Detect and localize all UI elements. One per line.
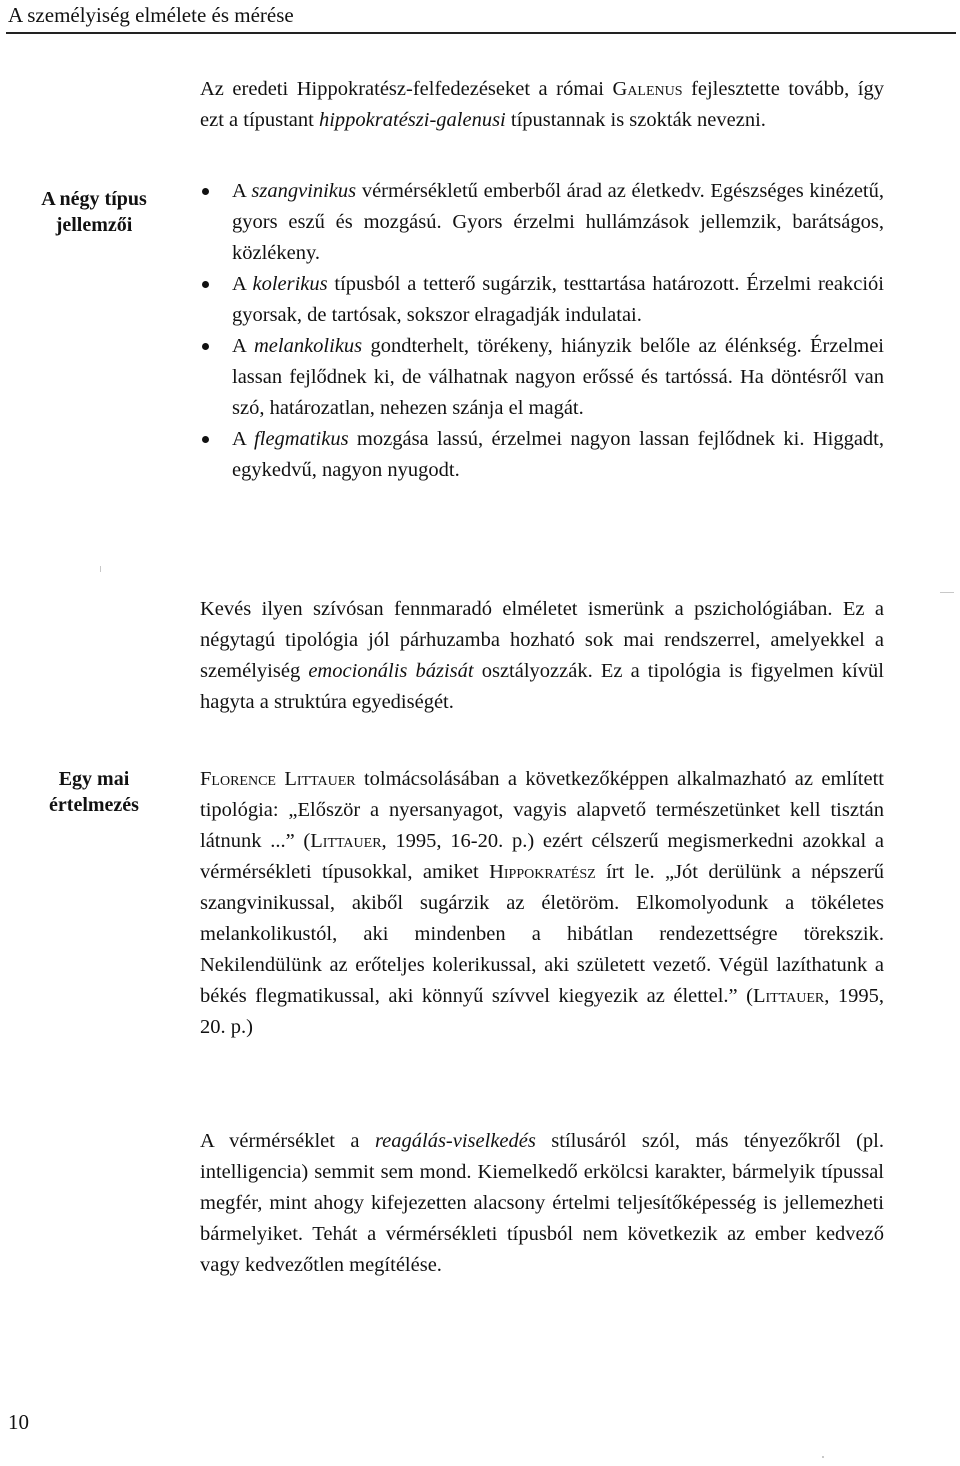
littauer-cite1-name: Littauer (310, 830, 382, 852)
littauer-cite2-name: Littauer (752, 985, 825, 1007)
bullet-dot-icon (202, 436, 209, 443)
intro-text-a: Az eredeti Hippokratész-felfedezéseket a római (200, 78, 613, 100)
sidenote-four-types-line-1: A négy típus (41, 188, 147, 210)
item-pre: A (232, 180, 252, 202)
temperament-text-a: A vérmérséklet a (200, 1130, 375, 1152)
few-theories-italic: emocionális bázisát (308, 660, 474, 682)
intro-text-c: típustannak is szokták nevezni. (505, 109, 766, 131)
item-pre: A (232, 428, 255, 450)
scan-mark (822, 1456, 824, 1458)
temperament-italic: reagálás-viselkedés (374, 1130, 536, 1152)
littauer-cite1-rest: , 1995, 16-20. p.) (381, 830, 535, 852)
item-post: típusból a tetterő sugárzik, testtartása határozott. Érzelmi reakciói gyorsak, de tartósak, sokszor elragadják indulatai. (232, 273, 884, 326)
list-item-text (232, 176, 884, 269)
littauer-hippo: Hippokratész (489, 861, 596, 883)
list-item-text (232, 269, 884, 331)
item-pre: A (232, 273, 253, 295)
sidenote-modern-line-2: értelmezés (49, 794, 139, 816)
item-post: gondterhelt, törékeny, hiányzik belőle az élénkség. Érzelmei lassan fejlődnek ki, de válhatnak nagyon erőssé és tartóssá. Ha döntésről van szó, határozatlan, nehezen szánja el magát. (232, 335, 884, 419)
intro-italic: hippokratészi-galenusi (318, 109, 506, 131)
paragraph-few-theories (200, 594, 884, 718)
littauer-name: Florence Littauer (200, 768, 356, 790)
temperament-text-b: stílusáról szól, más tényezőkről (pl. intelligencia) semmit sem mond. Kiemelkedő erkölcsi karakter, bármelyik típussal megfér, mint ahogy kifejezetten alacsony értelmi teljesítőképesség is jellemezheti bármelyiket. Tehát a vérmérsékleti típusból nem következik az ember kedvező vagy kedvezőtlen megítélése. (200, 1130, 885, 1276)
list-item-text (232, 331, 884, 424)
item-term: kolerikus (252, 273, 328, 295)
item-term: flegmatikus (254, 428, 349, 450)
header-rule (6, 32, 956, 34)
scan-mark (100, 566, 101, 572)
list-item-text (232, 424, 884, 486)
intro-text-b: fejlesztette tovább, így ezt a típustant (200, 78, 884, 131)
page-number: 10 (8, 1410, 29, 1434)
sidenote-four-types (14, 186, 174, 238)
sidenote-four-types-line-2: jellemzői (55, 214, 133, 236)
littauer-text-a: tolmácsolásában a következőképpen alkalmazható az említett tipológia: „Először a nyersanyagot, vagyis alapvető természetünket kell tisztán látnunk ...” ( (200, 768, 884, 852)
paragraph-temperament (200, 1126, 884, 1281)
item-post: vérmérsékletű emberből árad az életkedv. Egészséges kinézetű, gyors eszű és mozgású. Gyors érzelmi hullámzások jellemzik, barátságos, közlékeny. (232, 180, 884, 264)
list-item-melancholic (200, 331, 884, 424)
list-item-phlegmatic (200, 424, 884, 486)
item-pre: A (232, 335, 254, 357)
intro-name-galenus: Galenus (612, 78, 683, 100)
temperament-list (200, 176, 884, 486)
sidenote-modern (14, 766, 174, 818)
littauer-text-c: írt le. „Jót derülünk a népszerű szangvinikussal, akiből sugárzik az életöröm. Elkomolyodunk a tökéletes melankolikustól, aki mindenben a hibátlan rendezettségre törekszik. Nekilendülünk az erőteljes kolerikussal, aki született vezető. Végül lazíthatunk a békés flegmatikussal, aki könnyű szívvel kiegyezik az élettel.” ( (200, 861, 884, 1007)
bullet-dot-icon (202, 281, 209, 288)
few-theories-text-b: osztályozzák. Ez a tipológia is figyelmen kívül hagyta a struktúra egyediségét. (200, 660, 884, 713)
item-post: mozgása lassú, érzelmei nagyon lassan fejlődnek ki. Higgadt, egykedvű, nagyon nyugodt. (232, 428, 884, 481)
running-title: A személyiség elmélete és mérése (8, 3, 294, 27)
list-item-sanguine (200, 176, 884, 269)
list-item-choleric (200, 269, 884, 331)
paragraph-intro (200, 74, 884, 136)
bullet-dot-icon (202, 343, 209, 350)
paragraph-littauer (200, 764, 884, 1043)
item-term: szangvinikus (251, 180, 357, 202)
item-term: melankolikus (253, 335, 363, 357)
few-theories-text-a: Kevés ilyen szívósan fennmaradó elméletet ismerünk a pszichológiában. Ez a négytagú tipológia jól párhuzamba hozható sok mai rendszerrel, amelyekkel a személyiség (200, 598, 884, 682)
littauer-text-b: ezért célszerű megismerkedni azokkal a vérmérsékleti típusokkal, amiket (200, 830, 885, 883)
littauer-cite2-rest: , 1995, 20. p.) (200, 985, 885, 1038)
sidenote-modern-line-1: Egy mai (58, 768, 130, 790)
scan-mark (940, 592, 954, 593)
bullet-dot-icon (202, 188, 209, 195)
